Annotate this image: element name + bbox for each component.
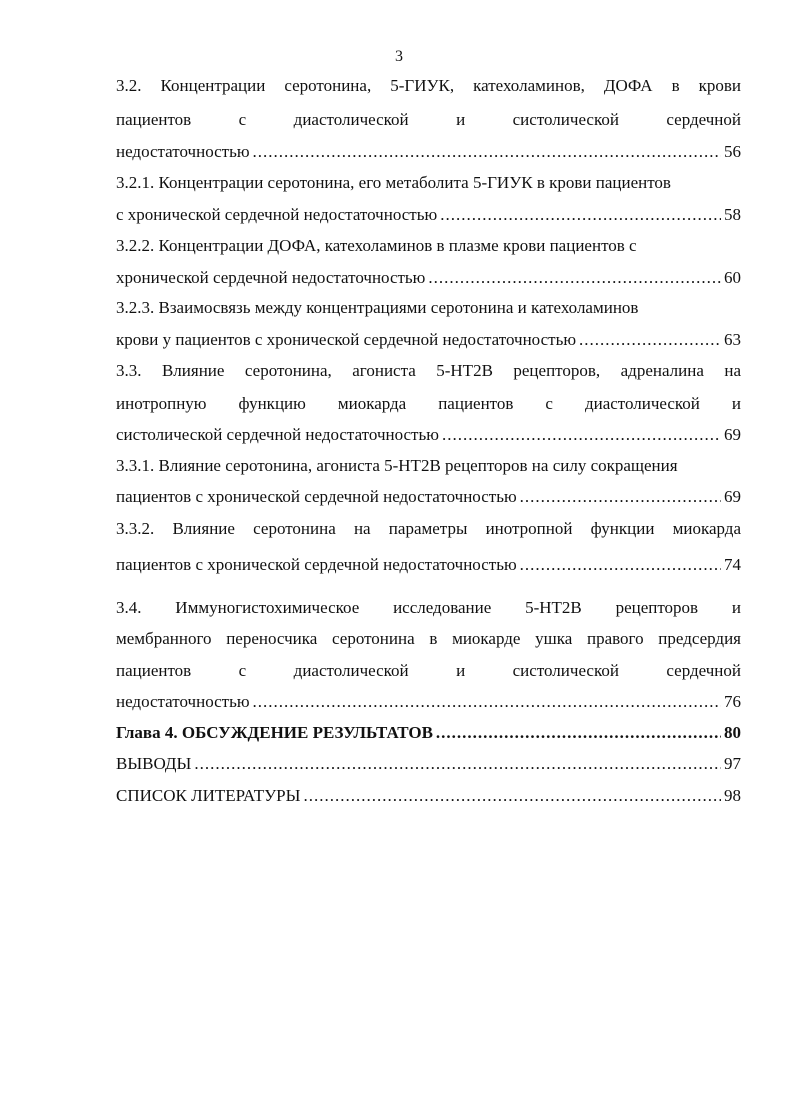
toc-title: систолической сердечной недостаточностью [116,425,439,444]
toc-line-with-page[interactable] [116,754,741,774]
toc-line: пациентов с диастолической и систолической сердечной [116,661,741,680]
dot-leader [436,723,721,743]
toc-line-with-page[interactable] [116,786,741,806]
toc-page-number: 69 [724,425,741,444]
toc-page-number: 56 [724,142,741,161]
toc-line: 3.3.1. Влияние серотонина, агониста 5-НТ2В рецепторов на силу сокращения [116,456,678,475]
dot-leader [253,142,721,162]
toc-line: пациентов с диастолической и систолической сердечной [116,110,741,129]
toc-line-with-page[interactable] [116,487,741,507]
toc-page-number: 97 [724,754,741,773]
dot-leader [428,268,721,288]
toc-line-with-page[interactable] [116,330,741,350]
toc-line: 3.2.1. Концентрации серотонина, его метаболита 5-ГИУК в крови пациентов [116,173,671,192]
toc-title: ВЫВОДЫ [116,754,192,773]
dot-leader [303,786,721,806]
toc-page-number: 76 [724,692,741,711]
toc-page-number: 74 [724,555,741,574]
dot-leader [440,205,721,225]
toc-line: 3.2.3. Взаимосвязь между концентрациями серотонина и катехоламинов [116,298,639,317]
dot-leader [194,754,721,774]
toc-line-with-page[interactable] [116,142,741,162]
dot-leader [579,330,721,350]
toc-line: мембранного переносчика серотонина в миокарде ушка правого предсердия [116,629,741,648]
toc-line: 3.4. Иммуногистохимическое исследование 5-НТ2В рецепторов и [116,598,741,617]
toc-line-with-page[interactable] [116,723,741,743]
toc-page-number: 63 [724,330,741,349]
toc-line: 3.3.2. Влияние серотонина на параметры инотропной функции миокарда [116,519,741,538]
toc-page-number: 58 [724,205,741,224]
page-number: 3 [395,48,403,65]
toc-line-with-page[interactable] [116,692,741,712]
dot-leader [253,692,721,712]
toc-page-number: 98 [724,786,741,805]
toc-line: инотропную функцию миокарда пациентов с диастолической и [116,394,741,413]
dot-leader [520,487,721,507]
toc-line: 3.2. Концентрации серотонина, 5-ГИУК, катехоламинов, ДОФА в крови [116,76,741,95]
toc-line: 3.3. Влияние серотонина, агониста 5-НТ2В рецепторов, адреналина на [116,361,741,380]
toc-title: пациентов с хронической сердечной недостаточностью [116,487,517,506]
dot-leader [442,425,721,445]
toc-line-with-page[interactable] [116,425,741,445]
toc-title: недостаточностью [116,692,250,711]
toc-line: 3.2.2. Концентрации ДОФА, катехоламинов в плазме крови пациентов с [116,236,637,255]
toc-line-with-page[interactable] [116,205,741,225]
toc-title: крови у пациентов с хронической сердечной недостаточностью [116,330,577,349]
toc-title: СПИСОК ЛИТЕРАТУРЫ [116,786,301,805]
toc-page-number: 69 [724,487,741,506]
dot-leader [520,555,721,575]
toc-page-number: 80 [724,723,741,742]
toc-title: недостаточностью [116,142,250,161]
toc-title: с хронической сердечной недостаточностью [116,205,438,224]
toc-line-with-page[interactable] [116,555,741,575]
toc-page-number: 60 [724,268,741,287]
toc-title: пациентов с хронической сердечной недостаточностью [116,555,517,574]
toc-title: Глава 4. ОБСУЖДЕНИЕ РЕЗУЛЬТАТОВ [116,723,433,742]
toc-line-with-page[interactable] [116,268,741,288]
toc-title: хронической сердечной недостаточностью [116,268,426,287]
